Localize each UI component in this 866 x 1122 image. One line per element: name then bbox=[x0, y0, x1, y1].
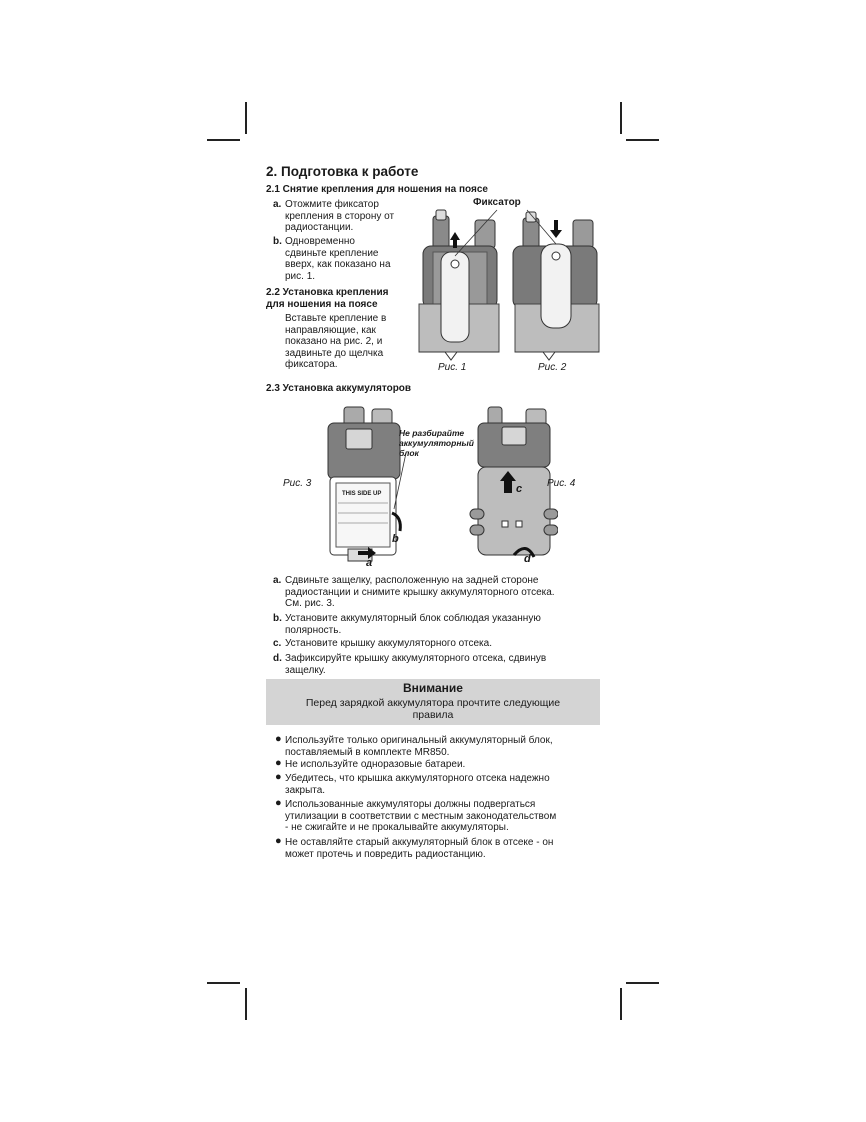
step-c-letter: c. bbox=[273, 638, 282, 649]
bullet-item: ● Не используйте одноразовые батареи. bbox=[275, 757, 466, 770]
battery-pack-label: THIS SIDE UP bbox=[342, 491, 382, 497]
bullet-icon: ● bbox=[275, 835, 282, 847]
fig2-radio bbox=[513, 212, 599, 360]
fig-letter-a: a bbox=[366, 557, 373, 569]
subsection-2-1-heading: 2.1 Снятие крепления для ношения на поясе bbox=[266, 184, 488, 195]
bullet-item: ● Используйте только оригинальный аккумуляторный блок, поставляемый в комплекте MR850. bbox=[275, 733, 553, 758]
warning-title: Внимание bbox=[403, 681, 463, 695]
fig4-radio bbox=[470, 407, 558, 557]
subsection-2-2-heading: 2.2 Установка крепления для ношения на поясе bbox=[266, 287, 389, 310]
step-2-1-b-text: Одновременно сдвиньте крепление вверх, как показано на рис. 1. bbox=[285, 236, 391, 282]
step-2-1-a-letter: a. bbox=[273, 199, 282, 210]
step-2-1-b-letter: b. bbox=[273, 236, 282, 247]
figure-4-caption: Рис. 4 bbox=[547, 478, 576, 489]
warning-text: Перед зарядкой аккумулятора прочтите следующие правила bbox=[305, 697, 561, 721]
crop-mark bbox=[620, 102, 622, 134]
fig1-radio bbox=[419, 210, 499, 360]
bullet-item: ● Не оставляйте старый аккумуляторный блок в отсеке - он может протечь и повредить радиостанцию. bbox=[275, 835, 554, 860]
crop-mark bbox=[245, 988, 247, 1020]
figure-1-caption: Рис. 1 bbox=[438, 362, 467, 373]
step-d-letter: d. bbox=[273, 653, 282, 664]
battery-warning-note: Не разбирайте аккумуляторный блок bbox=[399, 428, 474, 458]
crop-mark bbox=[626, 139, 659, 141]
crop-mark bbox=[620, 988, 622, 1020]
bullet-icon: ● bbox=[275, 733, 282, 745]
bullet-icon: ● bbox=[275, 771, 282, 783]
subsection-2-3-heading: 2.3 Установка аккумуляторов bbox=[266, 383, 412, 394]
figure-3-caption: Рис. 3 bbox=[283, 478, 312, 489]
section-title: 2. Подготовка к работе bbox=[266, 164, 419, 179]
crop-mark bbox=[207, 982, 240, 984]
bullet-item: ● Использованные аккумуляторы должны подвергаться утилизации в соответствии с местным законодательством - не сжигайте и не прокалывайте аккумуляторы. bbox=[275, 797, 557, 833]
subsection-2-2-text: Вставьте крепление в направляющие, как показано на рис. 2, и задвиньте до щелчка фиксатора. bbox=[285, 313, 387, 371]
bullet-item: ● Убедитесь, что крышка аккумуляторного отсека надежно закрыта. bbox=[275, 771, 550, 796]
crop-mark bbox=[626, 982, 659, 984]
crop-mark bbox=[245, 102, 247, 134]
step-b-text: Установите аккумуляторный блок соблюдая указанную полярность. bbox=[285, 613, 541, 636]
step-2-1-a-text: Отожмите фиксатор крепления в сторону от радиостанции. bbox=[285, 199, 395, 234]
step-d-text: Зафиксируйте крышку аккумуляторного отсека, сдвинув защелку. bbox=[285, 653, 547, 676]
step-b-letter: b. bbox=[273, 613, 282, 624]
bullet-icon: ● bbox=[275, 757, 282, 769]
fig-letter-b: b bbox=[392, 533, 399, 545]
bullet-icon: ● bbox=[275, 797, 282, 809]
latch-label: Фиксатор bbox=[473, 197, 521, 208]
crop-mark bbox=[207, 139, 240, 141]
step-a-text: Сдвиньте защелку, расположенную на задней стороне радиостанции и снимите крышку аккумуляторного отсека. См. рис. 3. bbox=[285, 575, 555, 610]
fig-letter-d: d bbox=[524, 553, 531, 565]
step-c-text: Установите крышку аккумуляторного отсека. bbox=[285, 638, 492, 649]
figure-2-caption: Рис. 2 bbox=[538, 362, 567, 373]
warning-box bbox=[266, 679, 600, 725]
step-a-letter: a. bbox=[273, 575, 282, 586]
figure-1-2-illustration bbox=[405, 196, 605, 381]
fig-letter-c: c bbox=[516, 483, 523, 495]
